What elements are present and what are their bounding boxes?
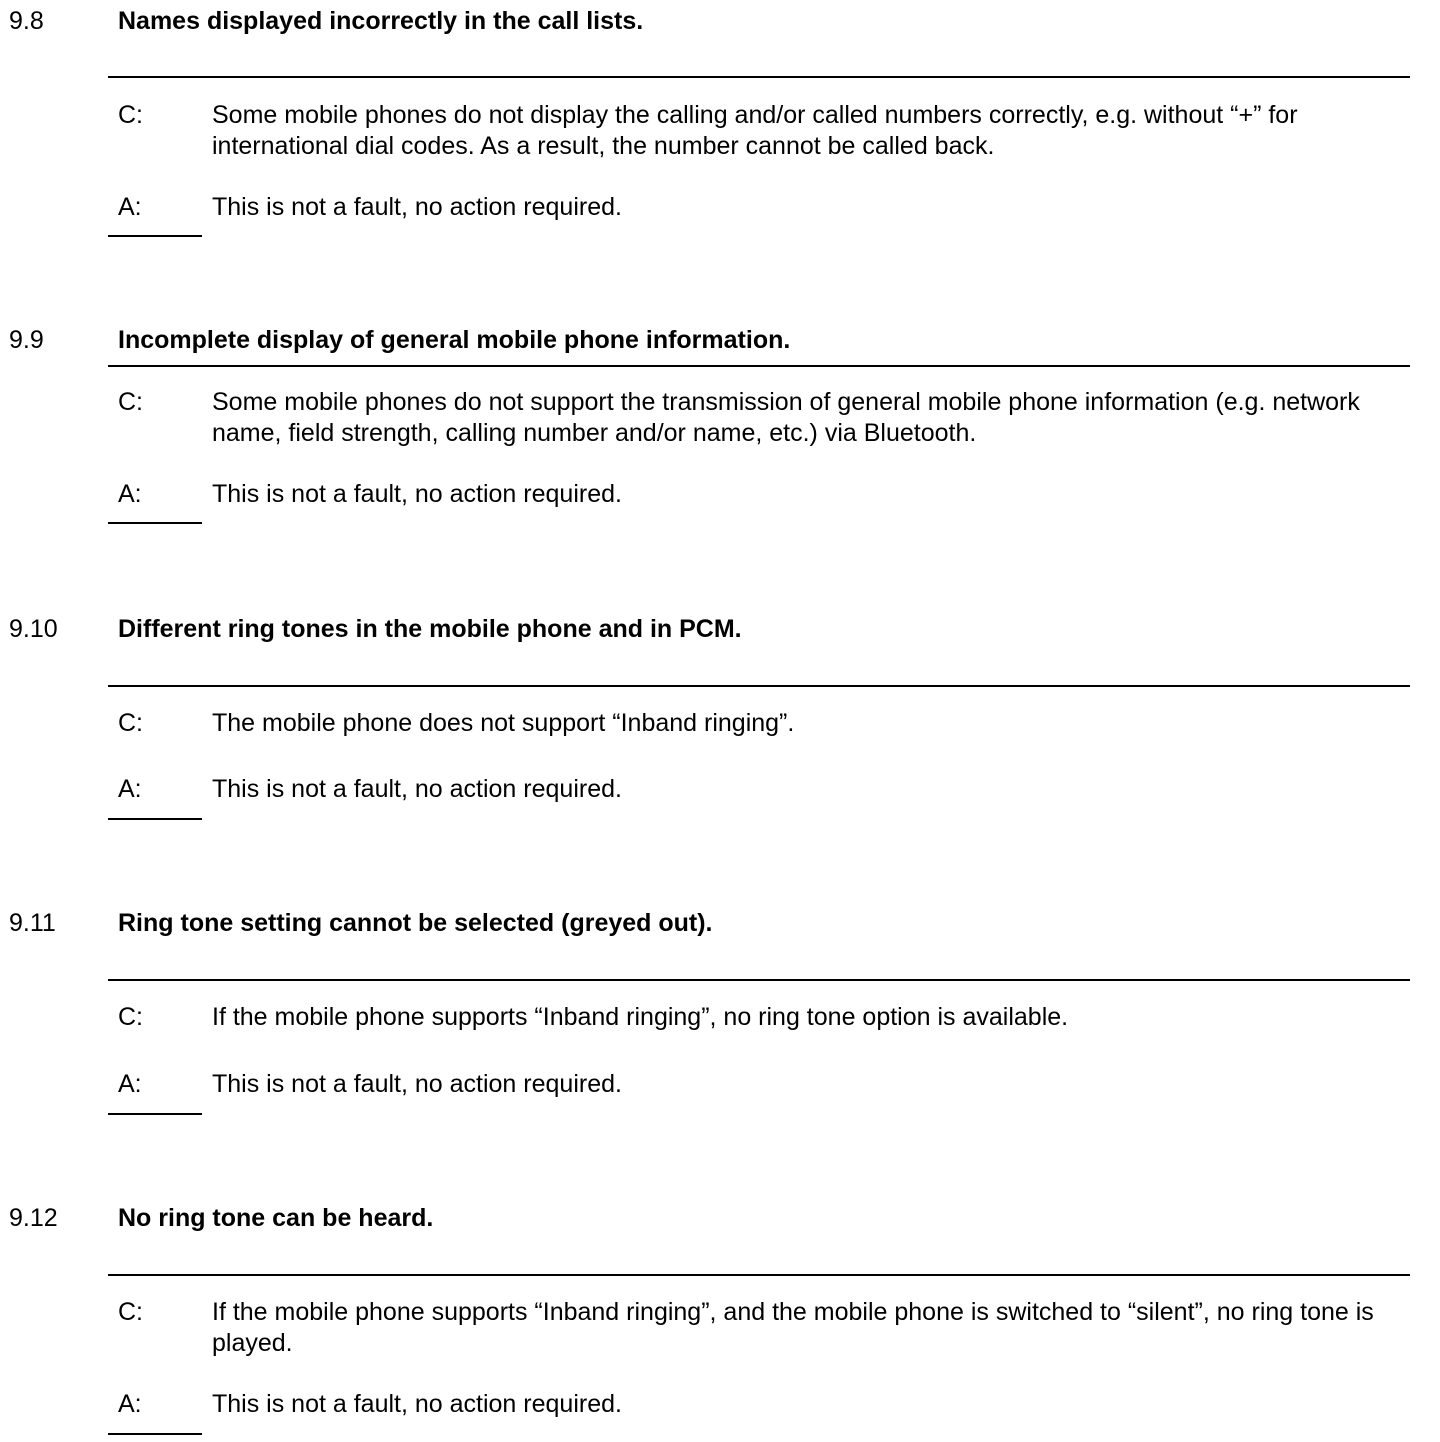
section-title: Incomplete display of general mobile phone information. <box>118 326 791 354</box>
action-text: This is not a fault, no action required. <box>212 193 622 221</box>
cause-label: C: <box>118 1003 143 1031</box>
action-rule <box>108 1433 202 1435</box>
cause-label: C: <box>118 1298 143 1326</box>
cause-text: If the mobile phone supports “Inband ringing”, and the mobile phone is switched to “silent”, no ring tone is played. <box>212 1298 1374 1357</box>
action-text: This is not a fault, no action required. <box>212 480 622 508</box>
cause-text: If the mobile phone supports “Inband ringing”, no ring tone option is available. <box>212 1003 1069 1031</box>
cause-text: Some mobile phones do not display the calling and/or called numbers correctly, e.g. without “+” for international dial codes. As a result, the number cannot be called back. <box>212 101 1298 160</box>
title-rule <box>108 1274 1410 1276</box>
action-label: A: <box>118 1390 142 1418</box>
action-rule <box>108 1113 202 1115</box>
cause-label: C: <box>118 101 143 129</box>
section-title: No ring tone can be heard. <box>118 1204 434 1232</box>
section-title: Different ring tones in the mobile phone and in PCM. <box>118 615 742 643</box>
action-label: A: <box>118 480 142 508</box>
cause-label: C: <box>118 709 143 737</box>
action-label: A: <box>118 193 142 221</box>
title-rule <box>108 979 1410 981</box>
action-label: A: <box>118 775 142 803</box>
section-number: 9.10 <box>9 615 58 643</box>
cause-text: The mobile phone does not support “Inband ringing”. <box>212 709 795 737</box>
section-number: 9.11 <box>9 909 56 937</box>
action-rule <box>108 235 202 237</box>
section-number: 9.9 <box>9 326 44 354</box>
section-number: 9.8 <box>9 7 44 35</box>
title-rule <box>108 76 1410 78</box>
action-text: This is not a fault, no action required. <box>212 775 622 803</box>
action-text: This is not a fault, no action required. <box>212 1070 622 1098</box>
action-label: A: <box>118 1070 142 1098</box>
cause-label: C: <box>118 388 143 416</box>
action-rule <box>108 522 202 524</box>
cause-text: Some mobile phones do not support the transmission of general mobile phone information (e.g. network name, field strength, calling number and/or name, etc.) via Bluetooth. <box>212 388 1360 447</box>
action-text: This is not a fault, no action required. <box>212 1390 622 1418</box>
section-number: 9.12 <box>9 1204 58 1232</box>
title-rule <box>108 365 1410 367</box>
action-rule <box>108 818 202 820</box>
section-title: Names displayed incorrectly in the call lists. <box>118 7 644 35</box>
section-title: Ring tone setting cannot be selected (greyed out). <box>118 909 713 937</box>
title-rule <box>108 685 1410 687</box>
